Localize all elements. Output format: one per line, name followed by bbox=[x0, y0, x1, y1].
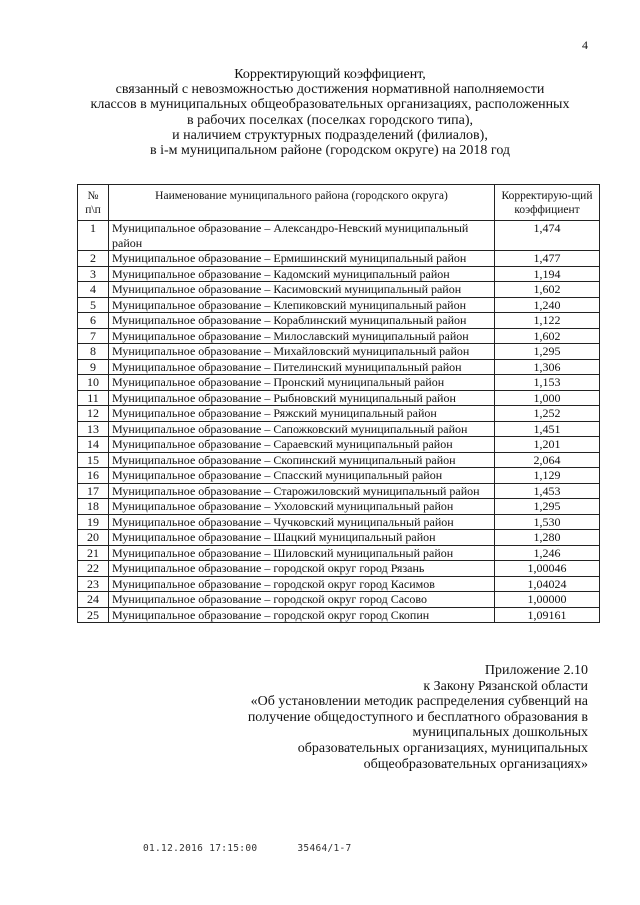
row-number: 25 bbox=[78, 607, 109, 623]
row-number: 6 bbox=[78, 313, 109, 329]
row-value: 1,306 bbox=[495, 359, 600, 375]
row-value: 1,246 bbox=[495, 545, 600, 561]
row-name: Муниципальное образование – Ряжский муниципальный район bbox=[109, 406, 495, 422]
row-value: 1,295 bbox=[495, 499, 600, 515]
row-name: Муниципальное образование – городской округ город Рязань bbox=[109, 561, 495, 577]
table-row bbox=[78, 328, 600, 344]
row-value: 1,530 bbox=[495, 514, 600, 530]
appendix-line: образовательных организациях, муниципальных bbox=[297, 740, 588, 756]
table-row bbox=[78, 483, 600, 499]
row-number: 16 bbox=[78, 468, 109, 484]
row-name: Муниципальное образование – Пронский муниципальный район bbox=[109, 375, 495, 391]
row-number: 20 bbox=[78, 530, 109, 546]
coefficient-table bbox=[77, 184, 600, 623]
table-row bbox=[78, 576, 600, 592]
table-row bbox=[78, 530, 600, 546]
row-value: 2,064 bbox=[495, 452, 600, 468]
footer-stamp bbox=[143, 843, 386, 854]
row-value: 1,129 bbox=[495, 468, 600, 484]
row-name: Муниципальное образование – Рыбновский муниципальный район bbox=[109, 390, 495, 406]
row-name: Муниципальное образование – Шиловский муниципальный район bbox=[109, 545, 495, 561]
row-name: Муниципальное образование – Касимовский муниципальный район bbox=[109, 282, 495, 298]
row-number: 22 bbox=[78, 561, 109, 577]
row-name: Муниципальное образование – Шацкий муниципальный район bbox=[109, 530, 495, 546]
table-row bbox=[78, 452, 600, 468]
table-row bbox=[78, 499, 600, 515]
table-row bbox=[78, 313, 600, 329]
row-name: Муниципальное образование – городской округ город Скопин bbox=[109, 607, 495, 623]
footer-timestamp: 01.12.2016 17:15:00 bbox=[143, 843, 258, 854]
row-value: 1,295 bbox=[495, 344, 600, 360]
row-number: 19 bbox=[78, 514, 109, 530]
row-number: 14 bbox=[78, 437, 109, 453]
row-value: 1,451 bbox=[495, 421, 600, 437]
row-number: 3 bbox=[78, 266, 109, 282]
row-number: 21 bbox=[78, 545, 109, 561]
appendix-line: получение общедоступного и бесплатного образования в bbox=[247, 709, 588, 725]
table-header-row bbox=[78, 185, 600, 221]
row-value: 1,201 bbox=[495, 437, 600, 453]
row-value: 1,04024 bbox=[495, 576, 600, 592]
table-row bbox=[78, 282, 600, 298]
table-row bbox=[78, 359, 600, 375]
title-line: классов в муниципальных общеобразовательных организациях, расположенных bbox=[90, 97, 570, 113]
table-row bbox=[78, 266, 600, 282]
row-value: 1,122 bbox=[495, 313, 600, 329]
row-number: 24 bbox=[78, 592, 109, 608]
row-number: 10 bbox=[78, 375, 109, 391]
row-number: 8 bbox=[78, 344, 109, 360]
header-name: Наименование муниципального района (городского округа) bbox=[109, 185, 495, 221]
title-line: связанный с невозможностью достижения нормативной наполняемости bbox=[115, 82, 545, 98]
row-name: Муниципальное образование – Михайловский муниципальный район bbox=[109, 344, 495, 360]
table-row bbox=[78, 406, 600, 422]
table-row bbox=[78, 344, 600, 360]
row-name: Муниципальное образование – Кораблинский муниципальный район bbox=[109, 313, 495, 329]
table-row bbox=[78, 297, 600, 313]
row-name: Муниципальное образование – Скопинский муниципальный район bbox=[109, 452, 495, 468]
row-value: 1,000 bbox=[495, 390, 600, 406]
row-name: Муниципальное образование – Пителинский муниципальный район bbox=[109, 359, 495, 375]
row-number: 11 bbox=[78, 390, 109, 406]
footer-doc-id: 35464/1-7 bbox=[297, 843, 352, 854]
appendix-line: Приложение 2.10 bbox=[484, 663, 588, 678]
table-row bbox=[78, 251, 600, 267]
appendix-line: общеобразовательных организациях» bbox=[363, 756, 588, 772]
row-number: 13 bbox=[78, 421, 109, 437]
row-name: Муниципальное образование – Кадомский муниципальный район bbox=[109, 266, 495, 282]
table-row bbox=[78, 421, 600, 437]
row-name: Муниципальное образование – городской округ город Сасово bbox=[109, 592, 495, 608]
table-row bbox=[78, 545, 600, 561]
header-value: Корректирую-щий коэффициент bbox=[495, 185, 600, 221]
row-value: 1,602 bbox=[495, 328, 600, 344]
table-row bbox=[78, 607, 600, 623]
row-value: 1,252 bbox=[495, 406, 600, 422]
row-number: 18 bbox=[78, 499, 109, 515]
row-value: 1,153 bbox=[495, 375, 600, 391]
row-name: Муниципальное образование – Старожиловский муниципальный район bbox=[109, 483, 495, 499]
row-number: 7 bbox=[78, 328, 109, 344]
row-value: 1,00000 bbox=[495, 592, 600, 608]
header-number: № п\п bbox=[78, 185, 109, 221]
row-number: 9 bbox=[78, 359, 109, 375]
table-row bbox=[78, 592, 600, 608]
appendix-line: «Об установлении методик распределения субвенций на bbox=[250, 694, 588, 710]
row-number: 12 bbox=[78, 406, 109, 422]
table-row bbox=[78, 390, 600, 406]
row-number: 17 bbox=[78, 483, 109, 499]
table-row bbox=[78, 221, 600, 251]
row-number: 5 bbox=[78, 297, 109, 313]
document-title bbox=[80, 67, 580, 158]
title-line: и наличием структурных подразделений (филиалов), bbox=[172, 127, 488, 143]
row-name: Муниципальное образование – Сараевский муниципальный район bbox=[109, 437, 495, 453]
row-value: 1,280 bbox=[495, 530, 600, 546]
title-line: Корректирующий коэффициент, bbox=[234, 67, 426, 82]
row-number: 2 bbox=[78, 251, 109, 267]
row-number: 23 bbox=[78, 576, 109, 592]
table-row bbox=[78, 468, 600, 484]
title-line: в рабочих поселках (поселках городского типа), bbox=[186, 112, 474, 128]
page-number: 4 bbox=[582, 38, 588, 52]
appendix-block bbox=[200, 663, 588, 772]
row-name: Муниципальное образование – Чучковский муниципальный район bbox=[109, 514, 495, 530]
row-value: 1,602 bbox=[495, 282, 600, 298]
table-row bbox=[78, 514, 600, 530]
row-name: Муниципальное образование – Ермишинский муниципальный район bbox=[109, 251, 495, 267]
appendix-line: муниципальных дошкольных bbox=[412, 725, 588, 741]
row-value: 1,474 bbox=[495, 221, 600, 251]
row-value: 1,194 bbox=[495, 266, 600, 282]
row-value: 1,453 bbox=[495, 483, 600, 499]
table-row bbox=[78, 375, 600, 391]
row-number: 4 bbox=[78, 282, 109, 298]
row-name: Муниципальное образование – Сапожковский муниципальный район bbox=[109, 421, 495, 437]
row-value: 1,09161 bbox=[495, 607, 600, 623]
title-line: в i-м муниципальном районе (городском округе) на 2018 год bbox=[149, 143, 511, 159]
row-name: Муниципальное образование – Спасский муниципальный район bbox=[109, 468, 495, 484]
row-number: 15 bbox=[78, 452, 109, 468]
row-value: 1,477 bbox=[495, 251, 600, 267]
row-value: 1,00046 bbox=[495, 561, 600, 577]
row-value: 1,240 bbox=[495, 297, 600, 313]
table-row bbox=[78, 561, 600, 577]
appendix-line: к Закону Рязанской области bbox=[423, 678, 588, 694]
row-name: Муниципальное образование – Ухоловский муниципальный район bbox=[109, 499, 495, 515]
row-name: Муниципальное образование – Клепиковский муниципальный район bbox=[109, 297, 495, 313]
row-name: Муниципальное образование – городской округ город Касимов bbox=[109, 576, 495, 592]
row-name: Муниципальное образование – Милославский муниципальный район bbox=[109, 328, 495, 344]
row-number: 1 bbox=[78, 221, 109, 251]
row-name: Муниципальное образование – Александро-Невский муниципальный район bbox=[109, 221, 495, 251]
table-row bbox=[78, 437, 600, 453]
